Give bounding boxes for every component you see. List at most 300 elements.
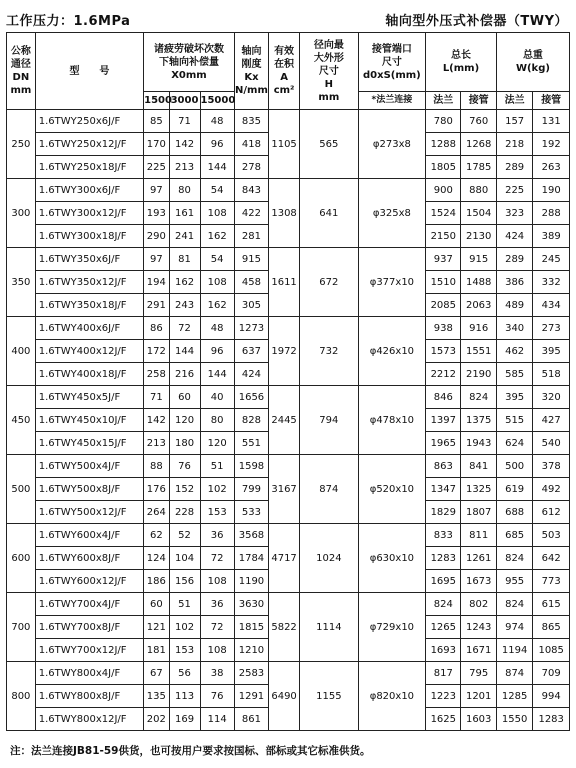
cell-stiffness: 828 [234, 409, 268, 432]
cell-weight-pipe: 192 [533, 133, 570, 156]
cell-length-pipe: 1671 [461, 639, 496, 662]
cell-model: 1.6TWY500x4J/F [35, 455, 143, 478]
cell-weight-flange: 424 [496, 225, 532, 248]
cell-stiffness: 1656 [234, 386, 268, 409]
cell-stiffness: 551 [234, 432, 268, 455]
cell-stiffness: 1815 [234, 616, 268, 639]
cell-weight-pipe: 1085 [533, 639, 570, 662]
cell-length-flange: 2212 [426, 363, 461, 386]
cell-weight-flange: 500 [496, 455, 532, 478]
cell-cycles-1500: 121 [144, 616, 169, 639]
cell-area: 1611 [269, 248, 300, 317]
cell-cycles-15000: 102 [200, 478, 234, 501]
cell-length-pipe: 880 [461, 179, 496, 202]
cell-cycles-15000: 40 [200, 386, 234, 409]
cell-cycles-15000: 108 [200, 202, 234, 225]
cell-cycles-1500: 213 [144, 432, 169, 455]
cell-weight-pipe: 518 [533, 363, 570, 386]
cell-model: 1.6TWY450x5J/F [35, 386, 143, 409]
cell-length-flange: 1397 [426, 409, 461, 432]
cell-nozzle-size: φ630x10 [358, 524, 425, 593]
cell-length-pipe: 2130 [461, 225, 496, 248]
cell-cycles-15000: 96 [200, 133, 234, 156]
cell-cycles-15000: 36 [200, 524, 234, 547]
cell-cycles-15000: 51 [200, 455, 234, 478]
cell-cycles-15000: 108 [200, 639, 234, 662]
cell-weight-pipe: 332 [533, 271, 570, 294]
cell-length-pipe: 916 [461, 317, 496, 340]
cell-stiffness: 1210 [234, 639, 268, 662]
cell-cycles-15000: 108 [200, 570, 234, 593]
cell-length-pipe: 824 [461, 386, 496, 409]
cell-length-pipe: 1504 [461, 202, 496, 225]
cell-weight-pipe: 395 [533, 340, 570, 363]
col-stiffness-header: 轴向 刚度 Kx N/mm [234, 33, 268, 110]
cell-length-pipe: 1268 [461, 133, 496, 156]
cell-max-od: 794 [300, 386, 359, 455]
cell-stiffness: 533 [234, 501, 268, 524]
cell-length-pipe: 1807 [461, 501, 496, 524]
cell-cycles-1500: 88 [144, 455, 169, 478]
spec-table [6, 32, 570, 731]
cell-weight-flange: 1550 [496, 708, 532, 731]
cell-cycles-3000: 72 [169, 317, 200, 340]
cell-max-od: 874 [300, 455, 359, 524]
cell-stiffness: 278 [234, 156, 268, 179]
cell-stiffness: 799 [234, 478, 268, 501]
cell-nozzle-size: φ820x10 [358, 662, 425, 731]
cell-weight-flange: 824 [496, 593, 532, 616]
cell-cycles-3000: 142 [169, 133, 200, 156]
cell-model: 1.6TWY700x12J/F [35, 639, 143, 662]
cell-length-flange: 863 [426, 455, 461, 478]
cell-cycles-15000: 120 [200, 432, 234, 455]
cell-weight-flange: 395 [496, 386, 532, 409]
cell-cycles-1500: 225 [144, 156, 169, 179]
cell-weight-pipe: 434 [533, 294, 570, 317]
cell-nozzle-size: φ426x10 [358, 317, 425, 386]
cell-length-flange: 780 [426, 110, 461, 133]
cell-weight-pipe: 131 [533, 110, 570, 133]
cell-stiffness: 1190 [234, 570, 268, 593]
cell-weight-flange: 619 [496, 478, 532, 501]
cell-model: 1.6TWY800x8J/F [35, 685, 143, 708]
cell-length-pipe: 1261 [461, 547, 496, 570]
cell-stiffness: 835 [234, 110, 268, 133]
cell-length-pipe: 2063 [461, 294, 496, 317]
cell-length-flange: 833 [426, 524, 461, 547]
table-row [7, 593, 570, 616]
cell-cycles-3000: 153 [169, 639, 200, 662]
cell-area: 4717 [269, 524, 300, 593]
cell-weight-flange: 157 [496, 110, 532, 133]
cell-cycles-1500: 60 [144, 593, 169, 616]
cell-weight-flange: 386 [496, 271, 532, 294]
cell-cycles-1500: 193 [144, 202, 169, 225]
cell-model: 1.6TWY350x6J/F [35, 248, 143, 271]
cell-max-od: 732 [300, 317, 359, 386]
cell-cycles-1500: 97 [144, 179, 169, 202]
cell-weight-pipe: 273 [533, 317, 570, 340]
cell-cycles-15000: 144 [200, 156, 234, 179]
cell-cycles-1500: 97 [144, 248, 169, 271]
cell-model: 1.6TWY800x4J/F [35, 662, 143, 685]
cell-model: 1.6TWY400x12J/F [35, 340, 143, 363]
cell-length-pipe: 841 [461, 455, 496, 478]
cell-weight-flange: 1285 [496, 685, 532, 708]
cell-cycles-1500: 186 [144, 570, 169, 593]
cell-cycles-3000: 241 [169, 225, 200, 248]
cell-weight-flange: 289 [496, 156, 532, 179]
cell-cycles-3000: 180 [169, 432, 200, 455]
cell-dn: 800 [7, 662, 36, 731]
cell-nozzle-size: φ729x10 [358, 593, 425, 662]
cell-length-pipe: 1603 [461, 708, 496, 731]
cell-weight-flange: 955 [496, 570, 532, 593]
cell-stiffness: 458 [234, 271, 268, 294]
cell-weight-flange: 340 [496, 317, 532, 340]
cell-cycles-1500: 291 [144, 294, 169, 317]
cell-cycles-15000: 153 [200, 501, 234, 524]
cell-stiffness: 1273 [234, 317, 268, 340]
cell-weight-flange: 688 [496, 501, 532, 524]
cell-stiffness: 637 [234, 340, 268, 363]
cell-cycles-15000: 38 [200, 662, 234, 685]
cell-cycles-1500: 258 [144, 363, 169, 386]
cell-model: 1.6TWY250x6J/F [35, 110, 143, 133]
cell-cycles-1500: 71 [144, 386, 169, 409]
cell-area: 2445 [269, 386, 300, 455]
cell-model: 1.6TWY700x8J/F [35, 616, 143, 639]
table-row [7, 248, 570, 271]
cell-area: 6490 [269, 662, 300, 731]
cell-cycles-15000: 162 [200, 294, 234, 317]
cell-cycles-1500: 67 [144, 662, 169, 685]
cell-nozzle-size: φ325x8 [358, 179, 425, 248]
cell-model: 1.6TWY500x8J/F [35, 478, 143, 501]
cell-model: 1.6TWY600x4J/F [35, 524, 143, 547]
cell-cycles-15000: 80 [200, 409, 234, 432]
cell-length-flange: 846 [426, 386, 461, 409]
cell-cycles-1500: 176 [144, 478, 169, 501]
cell-length-pipe: 1673 [461, 570, 496, 593]
cell-length-flange: 2085 [426, 294, 461, 317]
cell-model: 1.6TWY350x12J/F [35, 271, 143, 294]
cell-length-pipe: 1243 [461, 616, 496, 639]
cell-cycles-15000: 114 [200, 708, 234, 731]
cell-cycles-15000: 48 [200, 110, 234, 133]
cell-weight-flange: 1194 [496, 639, 532, 662]
cell-length-flange: 937 [426, 248, 461, 271]
cell-model: 1.6TWY300x6J/F [35, 179, 143, 202]
cell-model: 1.6TWY450x10J/F [35, 409, 143, 432]
cell-weight-pipe: 615 [533, 593, 570, 616]
cell-stiffness: 1291 [234, 685, 268, 708]
cell-model: 1.6TWY250x12J/F [35, 133, 143, 156]
col-fatigue-header: 诸疲劳破坏次数 下轴向补偿量 X0mm [144, 33, 235, 92]
cell-weight-pipe: 709 [533, 662, 570, 685]
cell-nozzle-size: φ520x10 [358, 455, 425, 524]
cell-model: 1.6TWY400x18J/F [35, 363, 143, 386]
cell-cycles-3000: 56 [169, 662, 200, 685]
cell-cycles-15000: 36 [200, 593, 234, 616]
cell-model: 1.6TWY350x18J/F [35, 294, 143, 317]
cell-cycles-15000: 96 [200, 340, 234, 363]
cell-stiffness: 418 [234, 133, 268, 156]
cell-length-flange: 1693 [426, 639, 461, 662]
col-area-header: 有效 在积 A cm² [269, 33, 300, 110]
cell-cycles-1500: 135 [144, 685, 169, 708]
cell-stiffness: 861 [234, 708, 268, 731]
cell-model: 1.6TWY800x12J/F [35, 708, 143, 731]
cell-max-od: 1114 [300, 593, 359, 662]
cell-cycles-15000: 48 [200, 317, 234, 340]
cell-model: 1.6TWY250x18J/F [35, 156, 143, 179]
cell-cycles-1500: 290 [144, 225, 169, 248]
cell-weight-flange: 462 [496, 340, 532, 363]
cell-max-od: 1024 [300, 524, 359, 593]
cell-length-pipe: 1785 [461, 156, 496, 179]
col-model-header: 型 号 [35, 33, 143, 110]
cell-length-flange: 1524 [426, 202, 461, 225]
cell-weight-pipe: 427 [533, 409, 570, 432]
cell-weight-pipe: 245 [533, 248, 570, 271]
cell-area: 3167 [269, 455, 300, 524]
cell-weight-flange: 974 [496, 616, 532, 639]
cell-weight-flange: 218 [496, 133, 532, 156]
cell-stiffness: 1784 [234, 547, 268, 570]
cell-cycles-3000: 120 [169, 409, 200, 432]
cell-dn: 450 [7, 386, 36, 455]
cell-cycles-3000: 162 [169, 271, 200, 294]
sub-length-flange: 法兰 [426, 92, 461, 110]
cell-dn: 500 [7, 455, 36, 524]
cell-model: 1.6TWY700x4J/F [35, 593, 143, 616]
sub-flange-connection: *法兰连接 [358, 92, 425, 110]
cell-model: 1.6TWY500x12J/F [35, 501, 143, 524]
cell-cycles-3000: 80 [169, 179, 200, 202]
cell-model: 1.6TWY600x12J/F [35, 570, 143, 593]
page-title: 轴向型外压式补偿器（TWY） [385, 14, 568, 29]
cell-stiffness: 915 [234, 248, 268, 271]
cell-nozzle-size: φ377x10 [358, 248, 425, 317]
cell-stiffness: 305 [234, 294, 268, 317]
cell-weight-pipe: 642 [533, 547, 570, 570]
cell-cycles-15000: 162 [200, 225, 234, 248]
table-header [7, 33, 570, 110]
cell-max-od: 565 [300, 110, 359, 179]
cell-cycles-15000: 108 [200, 271, 234, 294]
cell-length-pipe: 1375 [461, 409, 496, 432]
cell-length-pipe: 811 [461, 524, 496, 547]
cell-length-pipe: 760 [461, 110, 496, 133]
cell-length-pipe: 802 [461, 593, 496, 616]
cell-length-pipe: 915 [461, 248, 496, 271]
table-row [7, 179, 570, 202]
cell-length-flange: 900 [426, 179, 461, 202]
cell-cycles-3000: 104 [169, 547, 200, 570]
cell-stiffness: 3630 [234, 593, 268, 616]
cell-dn: 700 [7, 593, 36, 662]
cell-area: 1972 [269, 317, 300, 386]
cell-length-pipe: 2190 [461, 363, 496, 386]
footnote: 注：法兰连接JB81-59供货，也可按用户要求按国标、部标或其它标准供货。 [10, 745, 371, 757]
cell-length-flange: 817 [426, 662, 461, 685]
cell-cycles-15000: 72 [200, 616, 234, 639]
cell-dn: 250 [7, 110, 36, 179]
cell-cycles-1500: 142 [144, 409, 169, 432]
cell-cycles-1500: 181 [144, 639, 169, 662]
cell-weight-flange: 624 [496, 432, 532, 455]
cell-cycles-3000: 51 [169, 593, 200, 616]
cell-cycles-15000: 72 [200, 547, 234, 570]
cell-stiffness: 843 [234, 179, 268, 202]
cell-stiffness: 1598 [234, 455, 268, 478]
cell-cycles-15000: 76 [200, 685, 234, 708]
cell-area: 1105 [269, 110, 300, 179]
cell-stiffness: 2583 [234, 662, 268, 685]
table-row [7, 386, 570, 409]
cell-cycles-3000: 152 [169, 478, 200, 501]
cell-weight-pipe: 1283 [533, 708, 570, 731]
working-pressure: 工作压力：1.6MPa [6, 14, 131, 29]
cell-weight-flange: 874 [496, 662, 532, 685]
table-row [7, 110, 570, 133]
cell-weight-flange: 585 [496, 363, 532, 386]
cell-weight-flange: 685 [496, 524, 532, 547]
cell-dn: 300 [7, 179, 36, 248]
col-od-header: 径向最 大外形 尺寸 H mm [300, 33, 359, 110]
cell-length-flange: 1965 [426, 432, 461, 455]
cell-cycles-3000: 71 [169, 110, 200, 133]
cell-length-pipe: 1201 [461, 685, 496, 708]
cell-max-od: 641 [300, 179, 359, 248]
cell-weight-flange: 323 [496, 202, 532, 225]
cell-cycles-3000: 169 [169, 708, 200, 731]
col-nozzle-header: 接管端口 尺寸 d0xS(mm) [358, 33, 425, 92]
cell-weight-flange: 515 [496, 409, 532, 432]
cell-length-flange: 1829 [426, 501, 461, 524]
cell-length-flange: 1347 [426, 478, 461, 501]
cell-weight-pipe: 994 [533, 685, 570, 708]
cell-weight-pipe: 288 [533, 202, 570, 225]
cell-weight-pipe: 865 [533, 616, 570, 639]
cell-weight-flange: 489 [496, 294, 532, 317]
sub-3000: 3000 [169, 92, 200, 110]
cell-length-flange: 1625 [426, 708, 461, 731]
cell-cycles-15000: 144 [200, 363, 234, 386]
col-weight-header: 总重 W(kg) [496, 33, 569, 92]
cell-cycles-1500: 85 [144, 110, 169, 133]
cell-cycles-3000: 76 [169, 455, 200, 478]
cell-cycles-3000: 216 [169, 363, 200, 386]
cell-cycles-3000: 113 [169, 685, 200, 708]
cell-length-flange: 824 [426, 593, 461, 616]
cell-cycles-1500: 194 [144, 271, 169, 294]
cell-length-flange: 1510 [426, 271, 461, 294]
cell-cycles-1500: 170 [144, 133, 169, 156]
cell-cycles-1500: 62 [144, 524, 169, 547]
cell-cycles-15000: 54 [200, 248, 234, 271]
cell-weight-pipe: 540 [533, 432, 570, 455]
cell-dn: 400 [7, 317, 36, 386]
col-dn-header: 公称 通径 DN mm [7, 33, 36, 110]
cell-nozzle-size: φ273x8 [358, 110, 425, 179]
cell-cycles-1500: 172 [144, 340, 169, 363]
cell-length-pipe: 1943 [461, 432, 496, 455]
cell-model: 1.6TWY300x18J/F [35, 225, 143, 248]
cell-length-pipe: 795 [461, 662, 496, 685]
cell-weight-pipe: 320 [533, 386, 570, 409]
cell-cycles-1500: 202 [144, 708, 169, 731]
cell-length-flange: 1283 [426, 547, 461, 570]
table-row [7, 455, 570, 478]
cell-weight-flange: 225 [496, 179, 532, 202]
cell-weight-flange: 289 [496, 248, 532, 271]
cell-area: 5822 [269, 593, 300, 662]
cell-weight-pipe: 378 [533, 455, 570, 478]
table-body [7, 110, 570, 731]
cell-cycles-1500: 124 [144, 547, 169, 570]
cell-cycles-1500: 264 [144, 501, 169, 524]
cell-stiffness: 424 [234, 363, 268, 386]
sub-weight-flange: 法兰 [496, 92, 532, 110]
cell-length-pipe: 1325 [461, 478, 496, 501]
cell-length-flange: 1288 [426, 133, 461, 156]
cell-model: 1.6TWY400x6J/F [35, 317, 143, 340]
cell-length-flange: 938 [426, 317, 461, 340]
cell-dn: 350 [7, 248, 36, 317]
cell-model: 1.6TWY300x12J/F [35, 202, 143, 225]
cell-weight-pipe: 263 [533, 156, 570, 179]
cell-dn: 600 [7, 524, 36, 593]
cell-cycles-3000: 81 [169, 248, 200, 271]
cell-cycles-3000: 156 [169, 570, 200, 593]
table-row [7, 524, 570, 547]
cell-cycles-3000: 161 [169, 202, 200, 225]
cell-cycles-3000: 60 [169, 386, 200, 409]
cell-area: 1308 [269, 179, 300, 248]
cell-weight-pipe: 190 [533, 179, 570, 202]
cell-length-pipe: 1551 [461, 340, 496, 363]
cell-max-od: 1155 [300, 662, 359, 731]
cell-weight-pipe: 503 [533, 524, 570, 547]
cell-weight-pipe: 773 [533, 570, 570, 593]
cell-cycles-3000: 228 [169, 501, 200, 524]
cell-cycles-3000: 52 [169, 524, 200, 547]
cell-length-flange: 1265 [426, 616, 461, 639]
table-row [7, 317, 570, 340]
cell-stiffness: 422 [234, 202, 268, 225]
cell-length-flange: 2150 [426, 225, 461, 248]
col-length-header: 总长 L(mm) [426, 33, 497, 92]
cell-length-pipe: 1488 [461, 271, 496, 294]
cell-length-flange: 1695 [426, 570, 461, 593]
cell-weight-pipe: 492 [533, 478, 570, 501]
cell-weight-pipe: 389 [533, 225, 570, 248]
cell-length-flange: 1223 [426, 685, 461, 708]
sub-1500: 1500 [144, 92, 169, 110]
cell-length-flange: 1573 [426, 340, 461, 363]
cell-cycles-3000: 213 [169, 156, 200, 179]
sub-length-pipe: 接管 [461, 92, 496, 110]
cell-stiffness: 281 [234, 225, 268, 248]
cell-model: 1.6TWY450x15J/F [35, 432, 143, 455]
cell-cycles-1500: 86 [144, 317, 169, 340]
cell-weight-pipe: 612 [533, 501, 570, 524]
cell-length-flange: 1805 [426, 156, 461, 179]
cell-cycles-3000: 243 [169, 294, 200, 317]
